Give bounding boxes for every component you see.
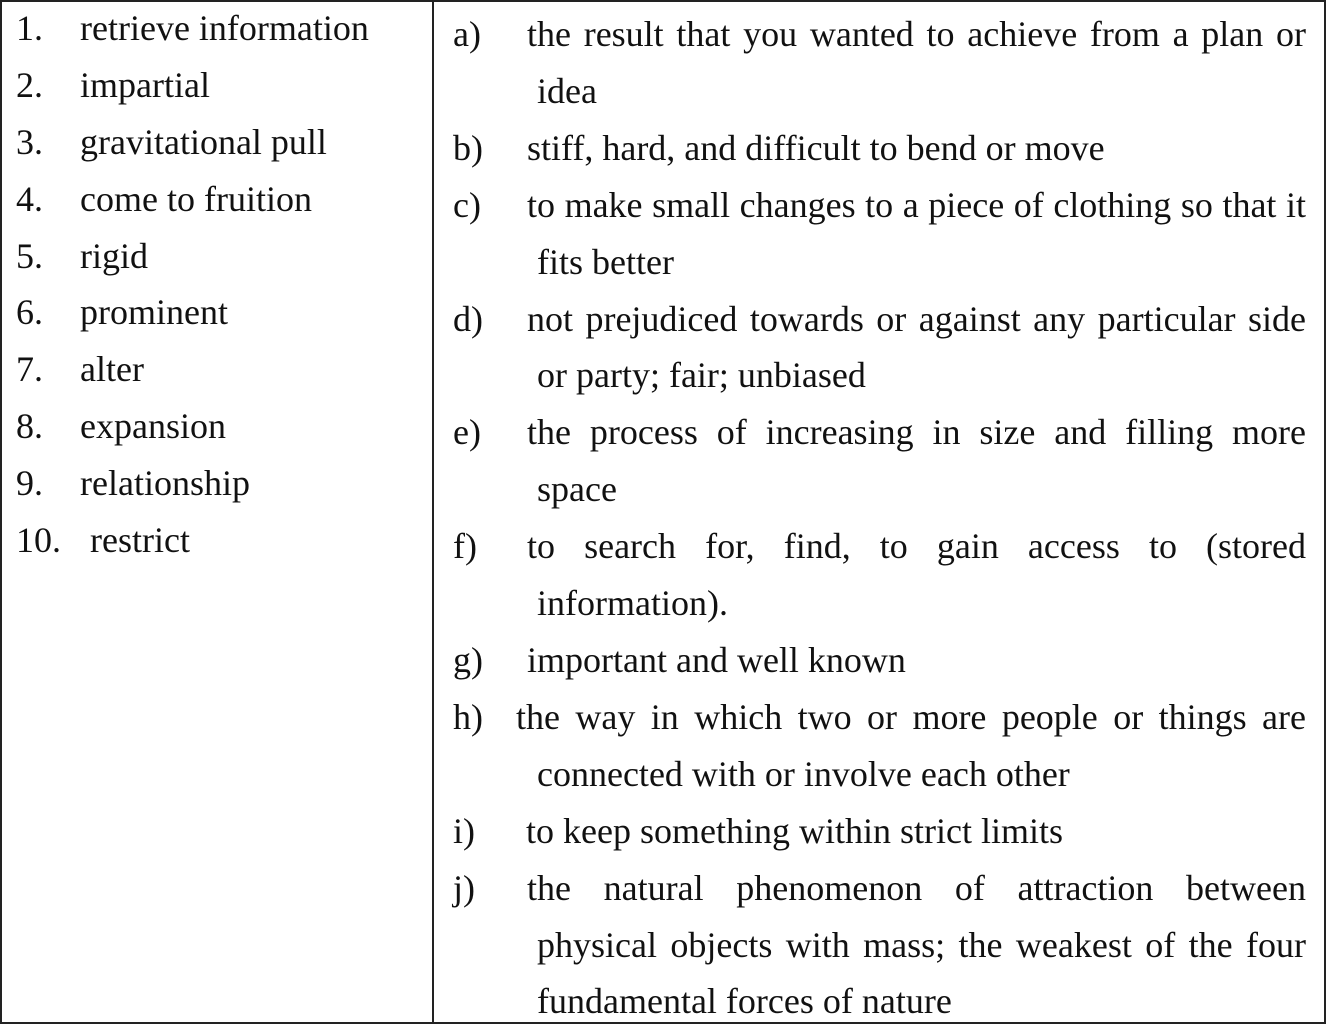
definition-letter: d) [453, 298, 483, 339]
definition-letter: h) [453, 696, 483, 737]
definitions-column [434, 2, 1324, 1022]
definition-letter: j) [453, 867, 475, 908]
definition-letter: a) [453, 14, 481, 54]
term-item [2, 461, 432, 518]
definition-text: to make small changes to a piece of clothing so that it fits better [527, 184, 1306, 282]
definition-letter: f) [453, 526, 477, 567]
term-number: 8. [16, 406, 43, 447]
terms-column [2, 2, 434, 1022]
term-number: 9. [16, 463, 43, 504]
term-text: come to fruition [80, 178, 312, 219]
term-number: 10. [16, 520, 61, 561]
term-item [2, 404, 432, 461]
term-item [2, 63, 432, 120]
definition-letter: c) [453, 184, 481, 225]
term-item [2, 177, 432, 234]
definition-text: the process of increasing in size and filling more space [527, 412, 1306, 510]
term-text: relationship [80, 463, 250, 504]
definition-item [434, 6, 1306, 120]
term-item [2, 347, 432, 404]
definition-letter: b) [453, 127, 483, 168]
term-text: rigid [80, 235, 148, 276]
definition-letter: e) [453, 412, 481, 453]
definition-item [434, 803, 1306, 860]
term-number: 5. [16, 235, 43, 276]
term-text: alter [80, 349, 144, 390]
definition-item [434, 689, 1306, 803]
definition-letter: i) [453, 810, 475, 851]
definition-item [434, 518, 1306, 632]
definition-item [434, 291, 1306, 405]
definition-text: to keep something within strict limits [526, 810, 1063, 851]
term-text: restrict [90, 520, 190, 561]
term-item [2, 290, 432, 347]
term-number: 6. [16, 292, 43, 333]
definition-text: the natural phenomenon of attraction between physical objects with mass; the weakest of the four fundamental forces of nature [527, 867, 1306, 1022]
definition-text: important and well known [527, 639, 906, 680]
term-text: expansion [80, 406, 226, 447]
term-text: gravitational pull [80, 121, 327, 162]
definition-text: the result that you wanted to achieve from a plan or idea [527, 14, 1306, 111]
term-item [2, 120, 432, 177]
definition-item [434, 120, 1306, 177]
definition-letter: g) [453, 639, 483, 680]
term-item [2, 6, 432, 63]
term-number: 4. [16, 178, 43, 219]
term-item [2, 518, 432, 575]
definition-item [434, 404, 1306, 518]
term-number: 1. [16, 8, 43, 48]
definition-text: stiff, hard, and difficult to bend or move [527, 127, 1105, 168]
term-number: 2. [16, 64, 43, 105]
term-text: prominent [80, 292, 228, 333]
term-number: 7. [16, 349, 43, 390]
definition-text: not prejudiced towards or against any particular side or party; fair; unbiased [527, 298, 1306, 396]
term-text: impartial [80, 64, 210, 105]
definition-item [434, 860, 1306, 1030]
definition-text: to search for, find, to gain access to (stored information). [527, 526, 1306, 624]
definition-item [434, 177, 1306, 291]
term-number: 3. [16, 121, 43, 162]
term-text: retrieve information [80, 8, 369, 48]
definition-text: the way in which two or more people or things are connected with or involve each other [516, 696, 1306, 794]
term-item [2, 234, 432, 291]
definition-item [434, 632, 1306, 689]
